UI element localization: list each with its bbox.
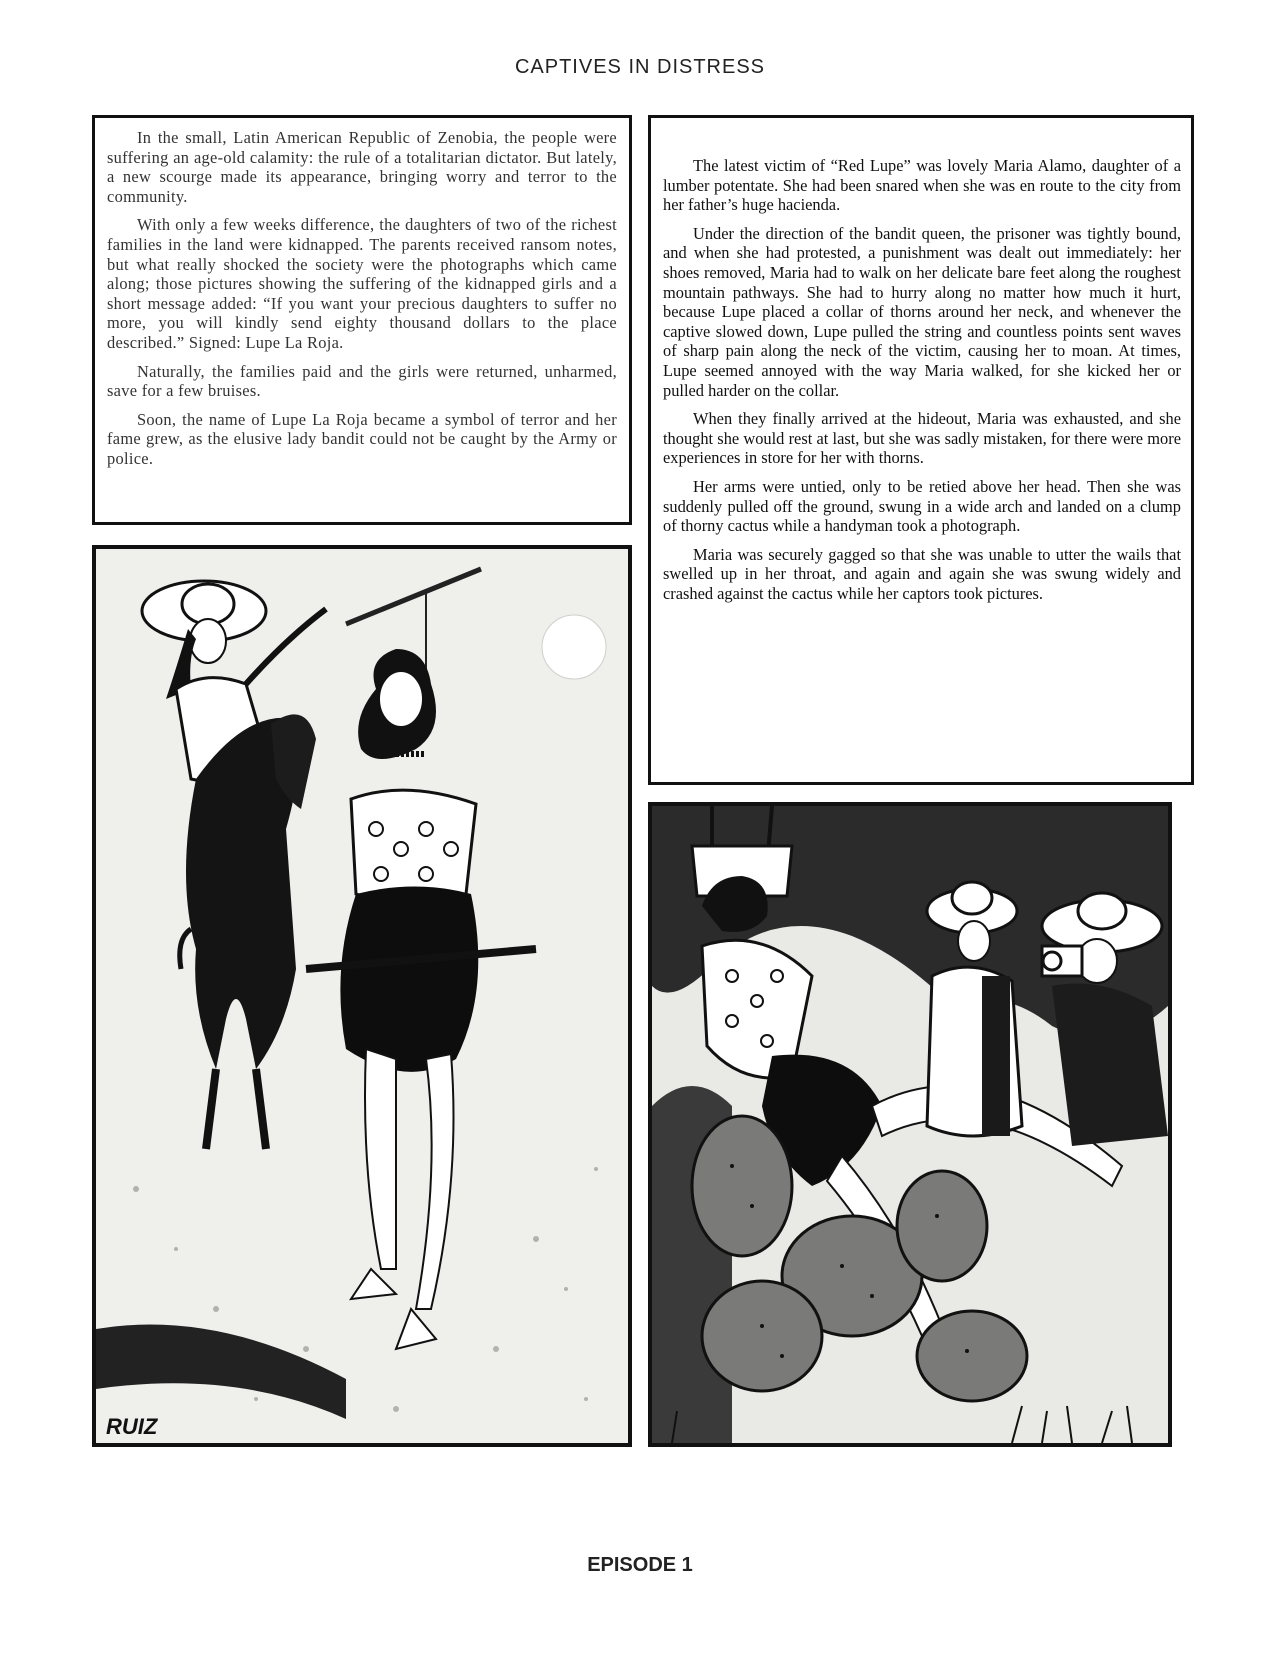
paragraph: Naturally, the families paid and the girls were returned, unharmed, save for a few bruises. <box>107 361 617 401</box>
episode-label: EPISODE 1 <box>587 1554 693 1576</box>
page-title: CAPTIVES IN DISTRESS <box>514 56 766 78</box>
paragraph: The latest victim of “Red Lupe” was lovely Maria Alamo, daughter of a lumber potentate. She had been snared when she was en route to the city from her father’s huge hacienda. <box>663 156 1181 215</box>
story-text-box <box>648 115 1194 785</box>
rider-captive-illustration <box>96 549 628 1443</box>
paragraph: Under the direction of the bandit queen, the prisoner was tightly bound, and when she had protested, a punishment was dealt out immediately: her shoes removed, Maria had to walk on her delicate bare feet along the roughest mountain pathways. She had to hurry along no matter how much it hurt, because Lupe placed a collar of thorns around her neck, and whenever the captive slowed down, Lupe pulled the string and countless points sent waves of sharp pain along the neck of the victim, causing her to moan. At times, Lupe seemed annoyed with the way Maria walked, for she kicked her or pulled harder on the collar. <box>663 223 1181 400</box>
paragraph: When they finally arrived at the hideout, Maria was exhausted, and she thought she would rest at last, but she was sadly mistaken, for there were more experiences in store for her with thorns. <box>663 409 1181 468</box>
paragraph: Maria was securely gagged so that she was unable to utter the wails that swelled up in her throat, and again and again she was swung widely and crashed against the cactus while her captors took pictures. <box>663 544 1181 603</box>
cactus-photograph-illustration <box>652 806 1168 1443</box>
illustration-panel-rider <box>92 545 632 1447</box>
intro-text-box <box>92 115 632 525</box>
paragraph: With only a few weeks difference, the daughters of two of the richest families in the land were kidnapped. The parents received ransom notes, but what really shocked the society were the photographs which came along; those pictures showing the suffering of the kidnapped girls and a short message added: “If you want your precious daughters to suffer no more, you will kindly send eighty thousand dollars to the place described.” Signed: Lupe La Roja. <box>107 215 617 352</box>
artist-signature: RUIZ <box>106 1414 158 1439</box>
illustration-panel-cactus <box>648 802 1172 1447</box>
paragraph: Soon, the name of Lupe La Roja became a symbol of terror and her fame grew, as the elusive lady bandit could not be caught by the Army or police. <box>107 409 617 468</box>
paragraph: In the small, Latin American Republic of Zenobia, the people were suffering an age-old calamity: the rule of a totalitarian dictator. But lately, a new scourge made its appearance, bringing worry and terror to the community. <box>107 128 617 206</box>
paragraph: Her arms were untied, only to be retied above her head. Then she was suddenly pulled off the ground, swung in a wide arch and landed on a clump of thorny cactus while a handyman took a photograph. <box>663 476 1181 536</box>
